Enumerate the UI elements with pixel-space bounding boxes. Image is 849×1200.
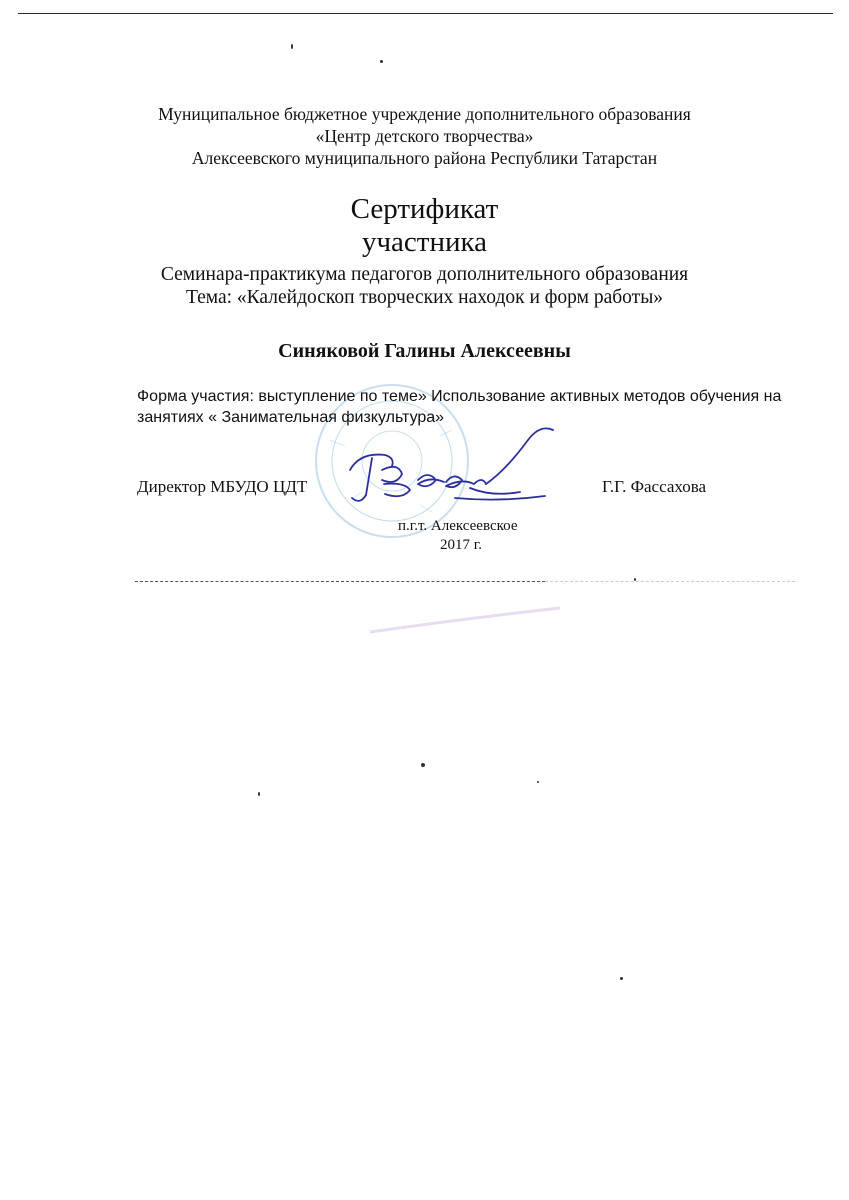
- scan-speck: [620, 977, 623, 980]
- event-topic: Тема: «Калейдоскоп творческих находок и форм работы»: [185, 287, 664, 308]
- dashed-separator: [135, 581, 545, 582]
- scan-speck: [537, 781, 539, 783]
- organization-line-2: «Центр детского творчества»: [315, 126, 534, 146]
- title-line-1: Сертификат: [350, 193, 499, 225]
- scan-speck: [291, 44, 293, 49]
- scan-speck: [421, 763, 425, 767]
- footer-place: п.г.т. Алексеевское: [398, 518, 518, 534]
- footer-year: 2017 г.: [440, 537, 482, 553]
- organization-line-3: Алексеевского муниципального района Республики Татарстан: [191, 148, 658, 168]
- title-line-2: участника: [361, 226, 488, 258]
- director-position: Директор МБУДО ЦДТ: [137, 477, 308, 496]
- scan-speck: [258, 792, 260, 796]
- organization-line-1: Муниципальное бюджетное учреждение дополнительного образования: [158, 104, 691, 124]
- dashed-separator-faint: [545, 581, 795, 582]
- event-name: Семинара-практикума педагогов дополнительного образования: [160, 264, 689, 285]
- participation-form: Форма участия: выступление по теме» Использование активных методов обучения на занятиях « Занимательная физкультура»: [137, 388, 782, 426]
- scan-speck: [380, 60, 383, 63]
- recipient-name: Синяковой Галины Алексеевны: [278, 340, 571, 362]
- director-name: Г.Г. Фассахова: [602, 477, 707, 496]
- scan-speck: [634, 578, 636, 581]
